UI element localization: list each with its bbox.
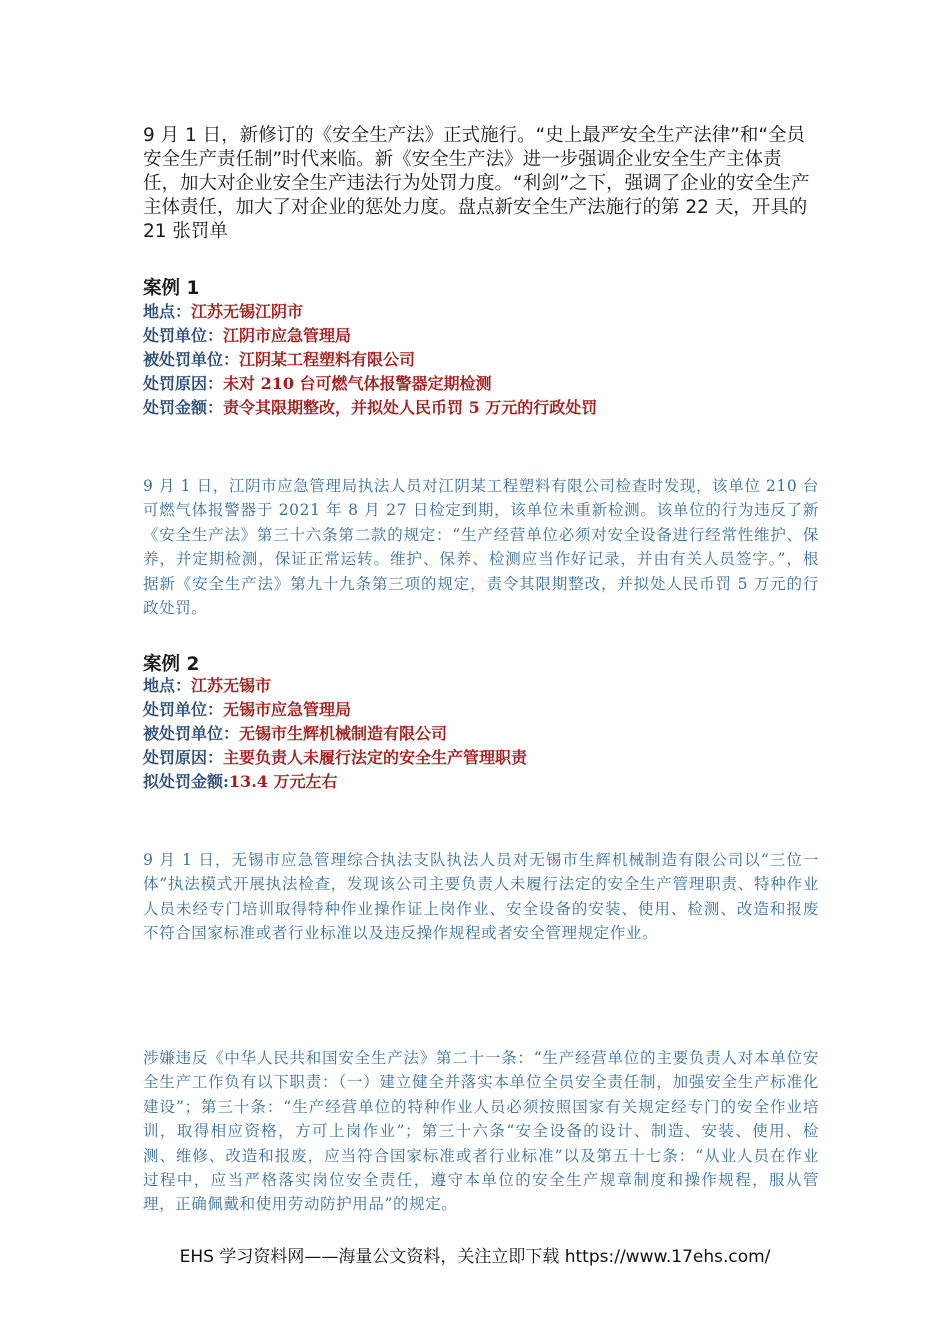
- case-2-penalizing-unit: 处罚单位：无锡市应急管理局: [143, 700, 352, 719]
- case-2-penalized-unit: 被处罚单位：无锡市生辉机械制造有限公司: [143, 724, 448, 743]
- intro-paragraph: 9 月 1 日，新修订的《安全生产法》正式施行。“史上最严安全生产法律”和“全员安全生产责任制”时代来临。新《安全生产法》进一步强调企业安全生产主体责任，加大对企业安全生产违法行为处罚力度。“利剑”之下，强调了企业的安全生产主体责任，加大了对企业的惩处力度。盘点新安全生产法施行的第 22 天，开具的 21 张罚单: [143, 125, 810, 242]
- case-2-paragraph-2: 涉嫌违反《中华人民共和国安全生产法》第二十一条：“生产经营单位的主要负责人对本单位安全生产工作负有以下职责：（一）建立健全并落实本单位全员安全责任制，加强安全生产标准化建设”；第三十条：“生产经营单位的特种作业人员必须按照国家有关规定经专门的安全作业培训，取得相应资格，方可上岗作业”；第三十六条“安全设备的设计、制造、安装、使用、检测、维修、改造和报废，应当符合国家标准或者行业标准”以及第五十七条：“从业人员在作业过程中，应当严格落实岗位安全责任，遵守本单位的安全生产规章制度和操作规程，服从管理，正确佩戴和使用劳动防护用品”的规定。: [143, 1049, 819, 1214]
- case-2-amount: 拟处罚金额:13.4 万元左右: [143, 772, 338, 791]
- case-2-title: 案例 2: [143, 654, 200, 675]
- case-2-fields: [143, 674, 527, 794]
- case-1-penalized-unit: 被处罚单位：江阴某工程塑料有限公司: [143, 350, 416, 369]
- case-1-fields: [143, 300, 597, 420]
- case-2-reason: 处罚原因：主要负责人未履行法定的安全生产管理职责: [143, 748, 528, 767]
- case-1-location: 地点：江苏无锡江阴市: [143, 302, 304, 321]
- case-1-paragraph: 9 月 1 日，江阴市应急管理局执法人员对江阴某工程塑料有限公司检查时发现，该单位 210 台可燃气体报警器于 2021 年 8 月 27 日检定到期，该单位未重新检测。该单位的行为违反了新《安全生产法》第三十六条第二款的规定：“生产经营单位必须对安全设备进行经常性维护、保养，并定期检测，保证正常运转。维护、保养、检测应当作好记录，并由有关人员签字。”，根据新《安全生产法》第九十九条第三项的规定，责令其限期整改，并拟处人民币罚 5 万元的行政处罚。: [143, 477, 819, 618]
- case-2-location: 地点：江苏无锡市: [143, 676, 272, 695]
- case-1-penalizing-unit: 处罚单位：江阴市应急管理局: [143, 326, 352, 345]
- case-1-title: 案例 1: [143, 278, 200, 299]
- case-2-paragraph-1: 9 月 1 日，无锡市应急管理综合执法支队执法人员对无锡市生辉机械制造有限公司以“三位一体”执法模式开展执法检查，发现该公司主要负责人未履行法定的安全生产管理职责、特种作业人员未经专门培训取得特种作业操作证上岗作业、安全设备的安装、使用、检测、改造和报废不符合国家标准或者行业标准以及违反操作规程或者安全管理规定作业。: [143, 851, 819, 943]
- case-1-amount: 处罚金额：责令其限期整改，并拟处人民币罚 5 万元的行政处罚: [143, 398, 598, 417]
- case-1-reason: 处罚原因：未对 210 台可燃气体报警器定期检测: [143, 374, 492, 393]
- footer-watermark: EHS 学习资料网——海量公文资料，关注立即下载 https://www.17ehs.com/: [179, 1247, 771, 1267]
